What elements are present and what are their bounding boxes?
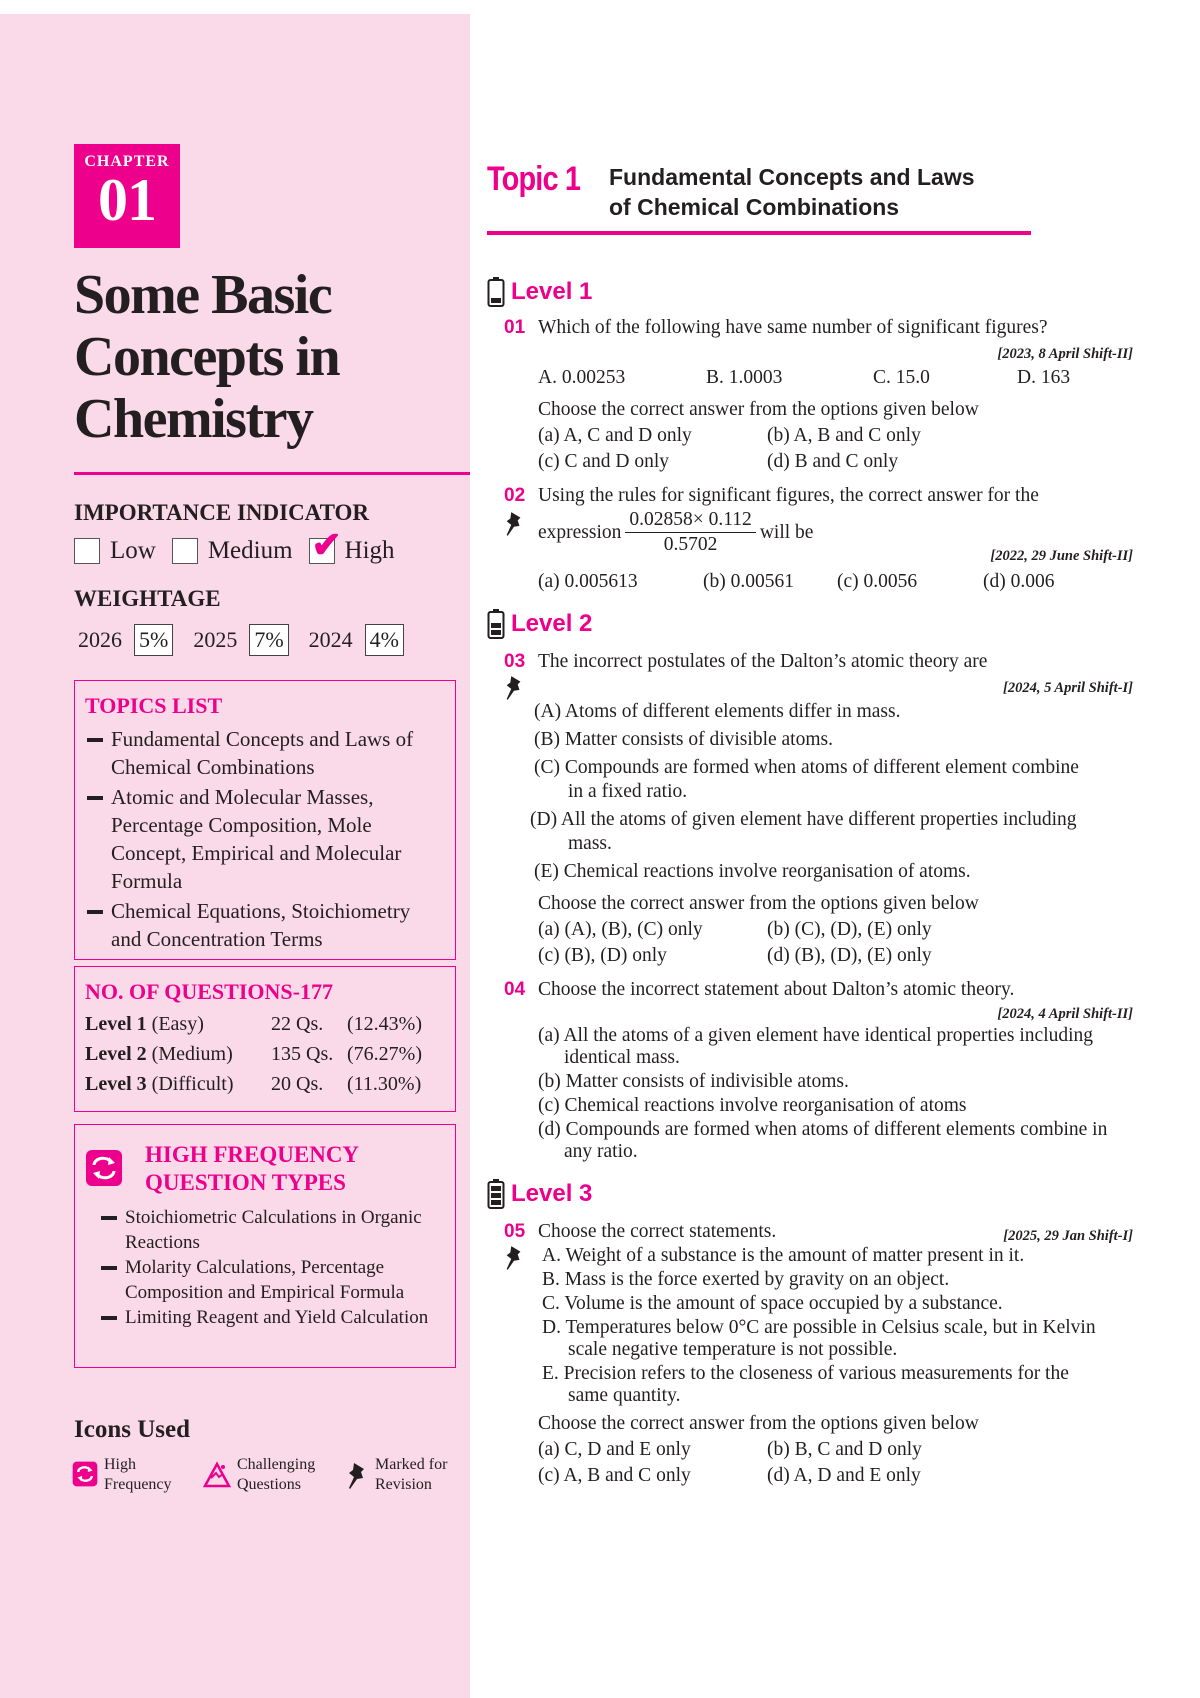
chapter-badge [74, 144, 180, 248]
exam-reference: [2024, 4 April Shift-II] [997, 1006, 1133, 1022]
answer-option: (c) (B), (D) only [538, 945, 667, 966]
level-qs: 22 Qs. [271, 1013, 324, 1035]
answer-option: (c) 0.0056 [837, 571, 918, 592]
level-qs: 20 Qs. [271, 1073, 324, 1095]
question-text: Which of the following have same number of significant figures? [538, 317, 1048, 338]
weightage-value: 5% [134, 624, 173, 656]
legend-line: Revision [375, 1476, 432, 1493]
medium-label: Medium [207, 537, 293, 564]
table-row [85, 1069, 445, 1099]
battery-full-icon [487, 1178, 505, 1210]
list-item [85, 725, 445, 781]
level-1-heading [487, 276, 592, 308]
challenging-icon [203, 1461, 231, 1489]
chapter-title-line: Chemistry [74, 388, 313, 450]
statement-cont: mass. [568, 833, 612, 854]
question-01 [505, 316, 1133, 476]
topic-title-line: Fundamental Concepts and Laws [609, 164, 975, 190]
checkmark-icon: ✔ [311, 525, 342, 565]
heading-line: QUESTION TYPES [145, 1170, 346, 1195]
high-frequency-icon [85, 1149, 123, 1187]
legend-line: Challenging [237, 1456, 316, 1473]
topics-list [85, 725, 445, 953]
topics-list-box [74, 680, 456, 960]
list-item [99, 1305, 445, 1330]
level-pct: (12.43%) [347, 1013, 422, 1035]
topic-label: Topic 1 [487, 160, 581, 198]
answer-option: (b) Matter consists of indivisible atoms. [538, 1071, 849, 1092]
high-frequency-list [99, 1205, 445, 1330]
weightage-heading: WEIGHTAGE [74, 586, 221, 611]
level-cell [85, 1069, 271, 1099]
question-number: 04 [504, 979, 526, 1000]
high-checkbox [309, 525, 342, 565]
weightage-row [78, 624, 424, 656]
level-qs: 135 Qs. [271, 1043, 334, 1065]
level-label: Level 3 [511, 1180, 593, 1207]
battery-medium-icon [487, 608, 505, 640]
level-name: Level 2 [85, 1043, 147, 1065]
questions-count-heading: NO. OF QUESTIONS-177 [85, 979, 333, 1004]
level-2-heading [487, 608, 592, 640]
question-prompt: Choose the correct answer from the options given below [538, 1413, 979, 1434]
statement-cont: in a fixed ratio. [568, 781, 688, 802]
answer-option: (b) B, C and D only [767, 1439, 922, 1460]
answer-option: (d) 0.006 [983, 571, 1055, 592]
high-frequency-heading [145, 1141, 445, 1197]
answer-option: (c) C and D only [538, 451, 670, 472]
question-prompt: Choose the correct answer from the options given below [538, 399, 979, 420]
exam-reference: [2023, 8 April Shift-II] [997, 346, 1133, 362]
high-label: High [344, 537, 395, 564]
chapter-title-line: Concepts in [74, 326, 340, 388]
importance-heading: IMPORTANCE INDICATOR [74, 500, 370, 525]
question-text: Choose the incorrect statement about Dalton’s atomic theory. [538, 979, 1015, 1000]
answer-option: (a) A, C and D only [538, 425, 692, 446]
exam-reference: [2022, 29 June Shift-II] [990, 548, 1133, 564]
answer-option: (d) B and C only [767, 451, 899, 472]
level-pct: (11.30%) [347, 1073, 422, 1095]
statement: B. Mass is the force exerted by gravity on an object. [542, 1269, 950, 1290]
low-checkbox [74, 538, 100, 564]
low-label: Low [110, 537, 156, 564]
bullet-icon [87, 796, 103, 800]
statement: (C) Compounds are formed when atoms of different element combine [534, 757, 1079, 778]
fraction-numerator: 0.02858× 0.112 [625, 508, 755, 533]
weightage-year: 2025 [193, 627, 238, 652]
topic-title [609, 162, 975, 222]
importance-indicator [74, 525, 411, 565]
question-number: 01 [504, 317, 526, 338]
legend-label [237, 1455, 315, 1495]
legend-marked [345, 1455, 447, 1495]
statement: A. Weight of a substance is the amount of matter present in it. [542, 1245, 1025, 1266]
hf-item-text: Stoichiometric Calculations in Organic Reactions [125, 1207, 422, 1253]
divider [74, 472, 470, 475]
question-number: 03 [504, 651, 526, 672]
question-number: 05 [504, 1221, 526, 1242]
topic-title-line: of Chemical Combinations [609, 194, 900, 220]
high-frequency-box [74, 1124, 456, 1368]
list-item [85, 897, 445, 953]
weightage-year: 2026 [78, 627, 122, 652]
statement: E. Precision refers to the closeness of various measurements for the [542, 1363, 1069, 1384]
exam-reference: [2025, 29 Jan Shift-I] [1003, 1228, 1133, 1244]
statement: (B) Matter consists of divisible atoms. [534, 729, 833, 750]
legend-label [375, 1455, 447, 1495]
level-difficulty: (Difficult) [151, 1073, 234, 1095]
legend-line: Questions [237, 1476, 301, 1493]
answer-option: (d) A, D and E only [767, 1465, 921, 1486]
level-label: Level 1 [511, 278, 593, 305]
question-04 [504, 978, 1133, 1162]
bullet-icon [87, 738, 103, 742]
questions-count-box [74, 966, 456, 1112]
list-item [99, 1205, 445, 1255]
pin-icon [503, 674, 525, 702]
weightage-year: 2024 [308, 627, 353, 652]
question-05 [505, 1220, 1133, 1500]
answer-option-cont: identical mass. [564, 1047, 680, 1068]
answer-option-cont: any ratio. [564, 1141, 638, 1162]
answer-option: (b) (C), (D), (E) only [767, 919, 932, 940]
level-3-heading [487, 1178, 592, 1210]
chapter-number: 01 [98, 167, 156, 233]
chapter-word: CHAPTER [84, 153, 170, 170]
weightage-value: 7% [249, 624, 288, 656]
answer-option: (b) A, B and C only [767, 425, 921, 446]
answer-option: (a) C, D and E only [538, 1439, 691, 1460]
level-difficulty: (Easy) [151, 1013, 204, 1035]
pin-icon [503, 510, 525, 538]
bullet-icon [101, 1266, 117, 1270]
question-item: B. 1.0003 [706, 367, 783, 388]
expression-line [538, 508, 813, 557]
statement: (E) Chemical reactions involve reorganisation of atoms. [534, 861, 971, 882]
question-text: The incorrect postulates of the Dalton’s atomic theory are [538, 651, 988, 672]
bullet-icon [87, 910, 103, 914]
answer-option: (a) All the atoms of a given element have identical properties including [538, 1025, 1094, 1046]
level-cell [85, 1009, 271, 1039]
topic-item-text: Atomic and Molecular Masses, Percentage Composition, Mole Concept, Empirical and Molecular Formula [111, 785, 402, 893]
exam-reference: [2024, 5 April Shift-I] [1003, 680, 1133, 696]
level-name: Level 1 [85, 1013, 147, 1035]
level-cell [85, 1039, 271, 1069]
high-frequency-icon [72, 1461, 98, 1487]
statement: C. Volume is the amount of space occupied by a substance. [542, 1293, 1003, 1314]
topics-list-heading: TOPICS LIST [85, 693, 223, 718]
pin-icon [345, 1461, 369, 1491]
expression-label: expression [538, 521, 622, 543]
statement: (D) All the atoms of given element have different properties including [530, 809, 1077, 830]
legend-line: High [104, 1456, 136, 1473]
list-item [99, 1255, 445, 1305]
question-02 [505, 484, 1133, 594]
answer-option: (b) 0.00561 [703, 571, 794, 592]
question-text: Using the rules for significant figures, the correct answer for the [538, 485, 1039, 506]
list-item [85, 783, 445, 895]
level-pct: (76.27%) [347, 1043, 422, 1065]
statement: D. Temperatures below 0°C are possible in Celsius scale, but in Kelvin [542, 1317, 1096, 1338]
chapter-title [74, 264, 464, 450]
table-row [85, 1009, 445, 1039]
answer-option: (c) A, B and C only [538, 1465, 691, 1486]
weightage-value: 4% [365, 624, 404, 656]
answer-option: (d) Compounds are formed when atoms of different elements combine in [538, 1119, 1108, 1140]
statement-cont: same quantity. [568, 1385, 681, 1406]
battery-low-icon [487, 276, 505, 308]
fraction [625, 508, 755, 557]
medium-checkbox [172, 538, 198, 564]
legend-challenging [203, 1455, 315, 1495]
answer-option: (c) Chemical reactions involve reorganisation of atoms [538, 1095, 967, 1116]
legend-label [104, 1455, 172, 1495]
question-prompt: Choose the correct answer from the options given below [538, 893, 979, 914]
question-number: 02 [504, 485, 526, 506]
question-text: Choose the correct statements. [538, 1221, 777, 1242]
level-name: Level 3 [85, 1073, 147, 1095]
topic-item-text: Fundamental Concepts and Laws of Chemical Combinations [111, 727, 414, 779]
divider [487, 231, 1031, 235]
question-03 [505, 650, 1133, 970]
statement: (A) Atoms of different elements differ in mass. [534, 701, 901, 722]
heading-line: HIGH FREQUENCY [145, 1142, 360, 1167]
fraction-denominator: 0.5702 [663, 534, 718, 555]
bullet-icon [101, 1316, 117, 1320]
icons-used-heading: Icons Used [74, 1416, 190, 1443]
pin-icon [503, 1244, 525, 1272]
expression-suffix: will be [759, 521, 814, 543]
question-item: A. 0.00253 [538, 367, 626, 388]
chapter-title-line: Some Basic [74, 264, 332, 326]
bullet-icon [101, 1216, 117, 1220]
statement-cont: scale negative temperature is not possible. [568, 1339, 898, 1360]
level-label: Level 2 [511, 610, 593, 637]
answer-option: (a) 0.005613 [538, 571, 638, 592]
question-item: D. 163 [1017, 367, 1071, 388]
legend-line: Marked for [375, 1456, 448, 1473]
hf-item-text: Molarity Calculations, Percentage Composition and Empirical Formula [125, 1257, 405, 1303]
topic-item-text: Chemical Equations, Stoichiometry and Concentration Terms [111, 899, 411, 951]
answer-option: (d) (B), (D), (E) only [767, 945, 932, 966]
answer-option: (a) (A), (B), (C) only [538, 919, 703, 940]
table-row [85, 1039, 445, 1069]
level-difficulty: (Medium) [151, 1043, 233, 1065]
question-item: C. 15.0 [873, 367, 930, 388]
hf-item-text: Limiting Reagent and Yield Calculation [125, 1307, 429, 1328]
legend-line: Frequency [104, 1476, 172, 1493]
legend-high-frequency [72, 1455, 172, 1495]
